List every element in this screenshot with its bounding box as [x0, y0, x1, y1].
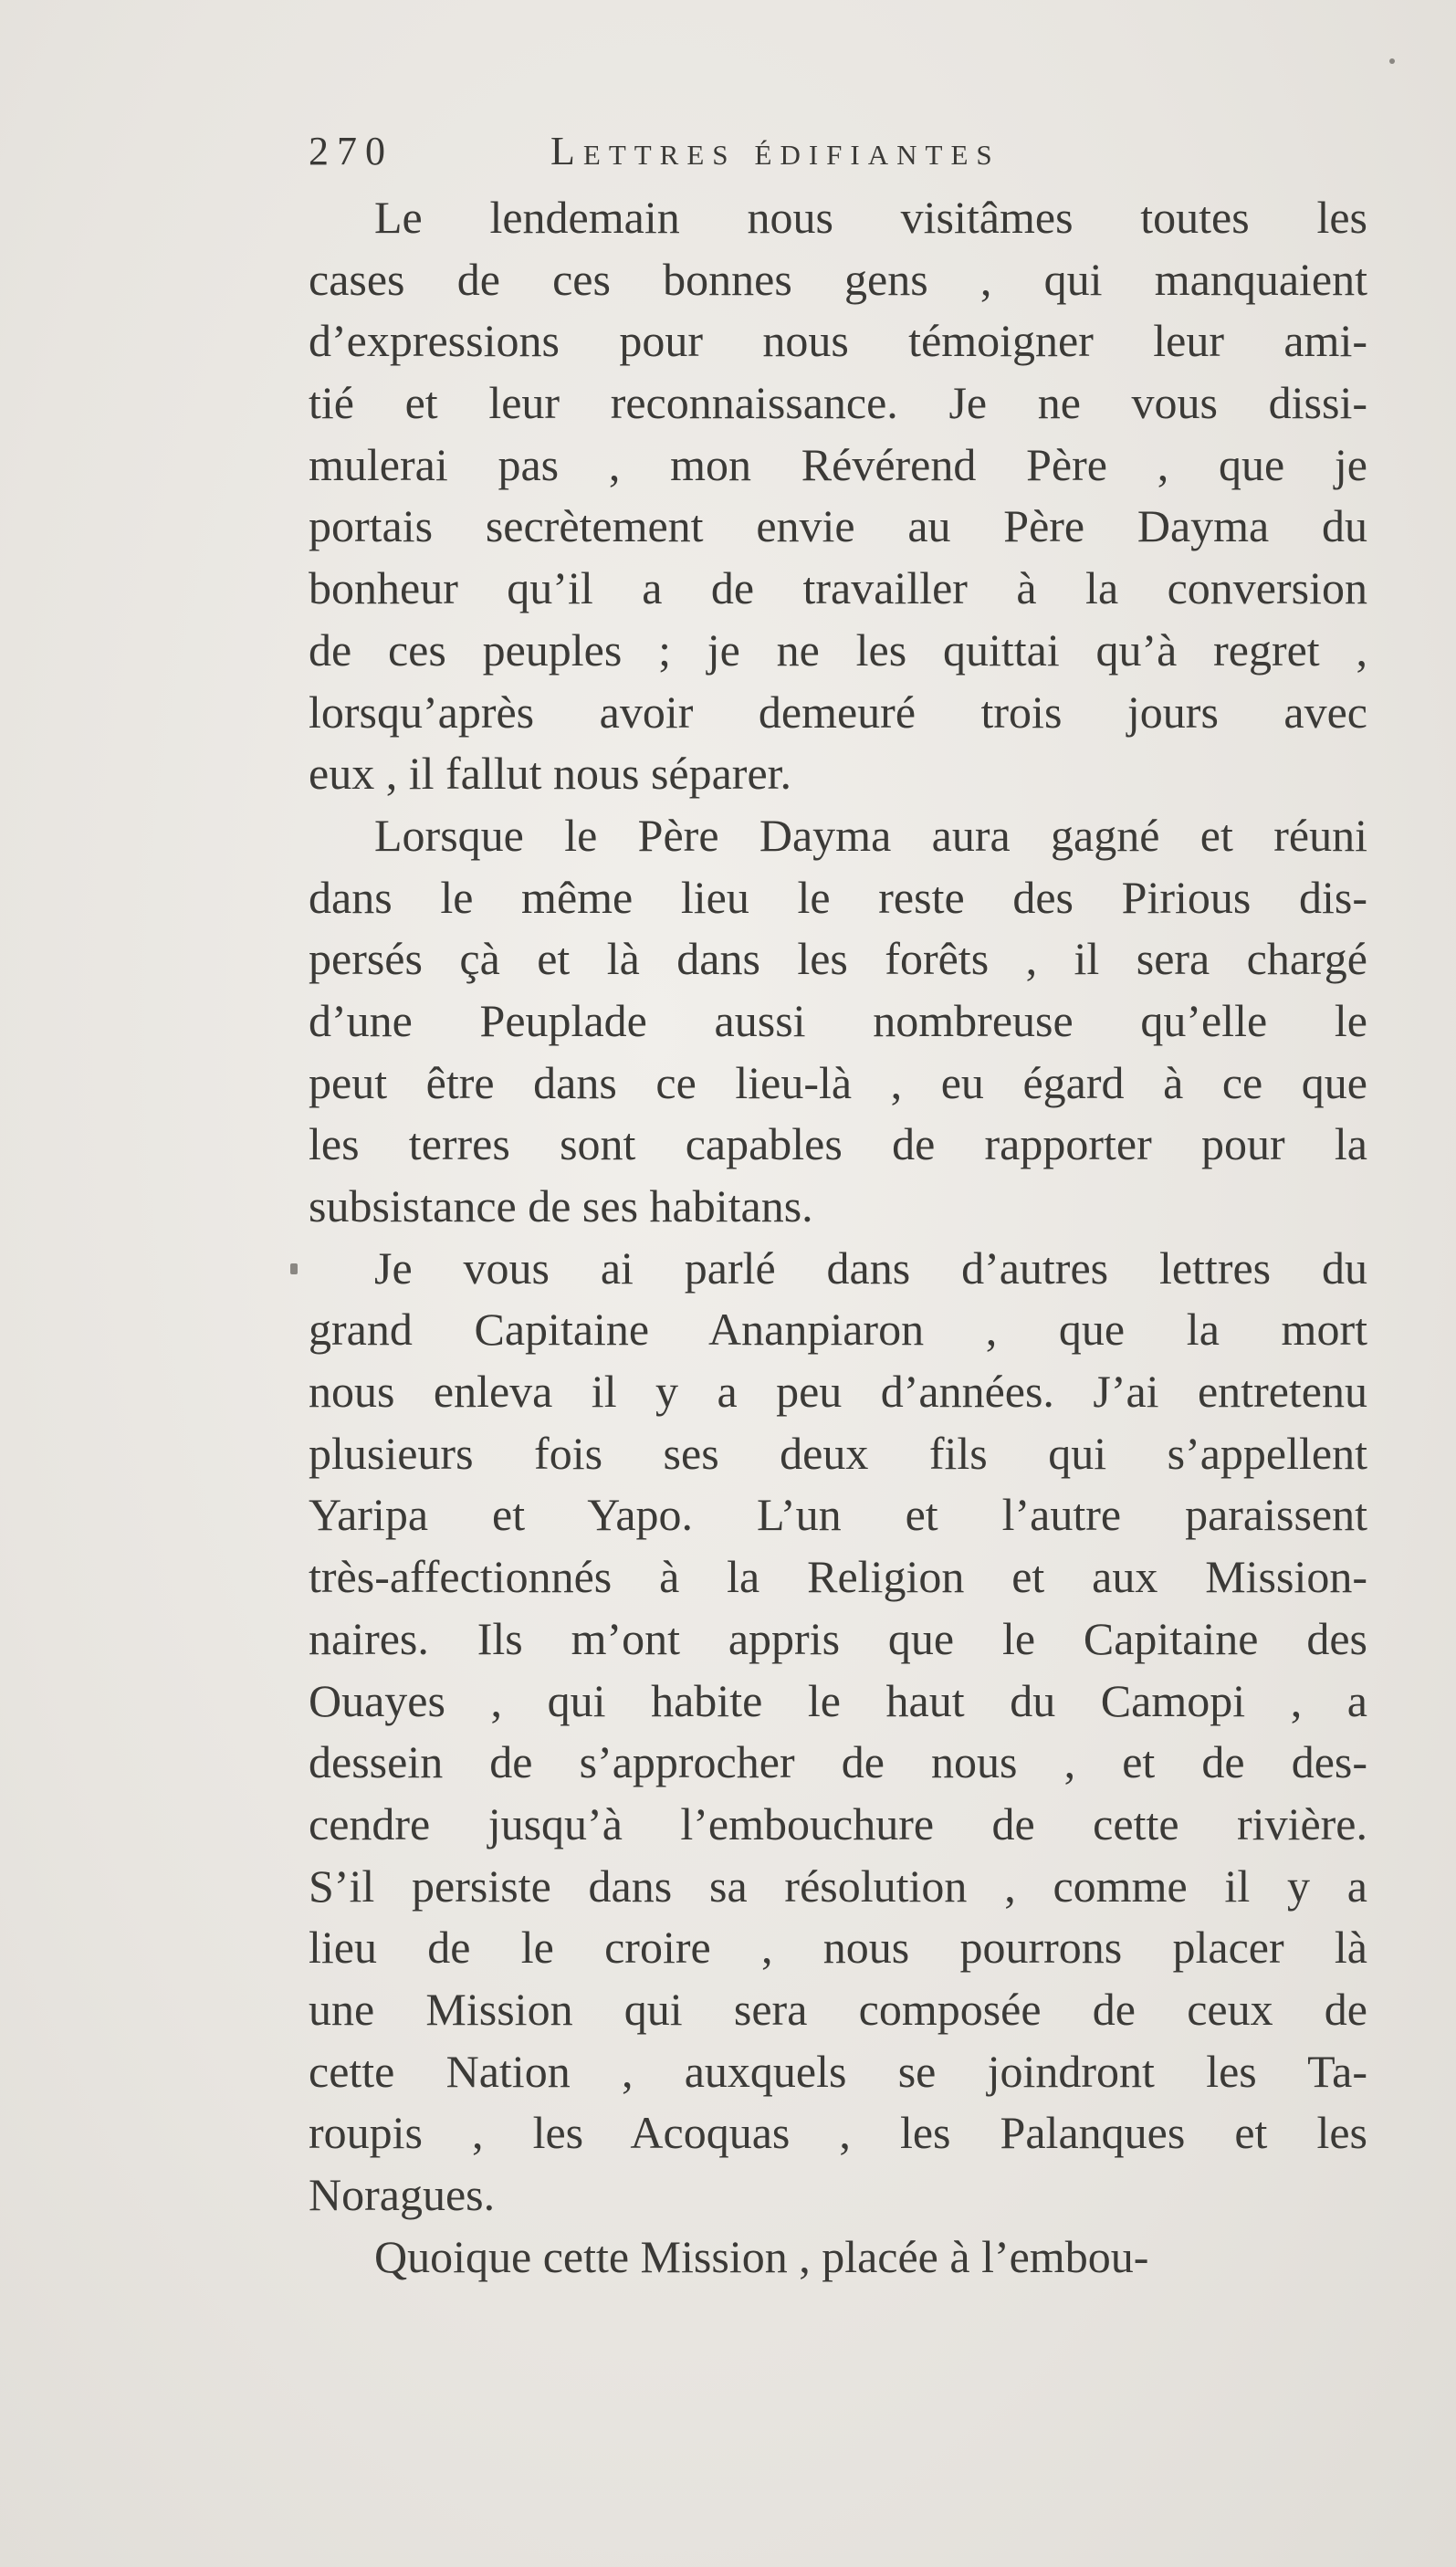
text-line: Lorsque le Père Dayma aura gagné et réuni: [374, 809, 1367, 861]
text-line: grand Capitaine Ananpiaron , que la mort: [309, 1304, 1367, 1356]
text-line: Noragues.: [309, 2169, 496, 2220]
text-line: plusieurs fois ses deux fils qui s’appellent: [309, 1427, 1367, 1479]
body-text: [309, 187, 1367, 2288]
text-line: tié et leur reconnaissance. Je ne vous dissi-: [309, 377, 1367, 429]
text-line: d’une Peuplade aussi nombreuse qu’elle le: [309, 994, 1367, 1046]
text-line: lieu de le croire , nous pourrons placer là: [309, 1922, 1367, 1974]
text-line: bonheur qu’il a de travailler à la conversion: [309, 562, 1367, 614]
text-line: roupis , les Acoquas , les Palanques et les: [309, 2107, 1367, 2159]
text-line: lorsqu’après avoir demeuré trois jours avec: [309, 686, 1367, 738]
text-line: Je vous ai parlé dans d’autres lettres du: [374, 1242, 1367, 1294]
text-line: Ouayes , qui habite le haut du Camopi , a: [309, 1674, 1367, 1726]
text-line: cases de ces bonnes gens , qui manquaient: [309, 253, 1367, 305]
text-line: d’expressions pour nous témoigner leur ami-: [309, 315, 1367, 367]
text-line: eux , il fallut nous séparer.: [309, 748, 792, 800]
text-line: nous enleva il y a peu d’années. J’ai entretenu: [309, 1366, 1367, 1418]
text-line: Le lendemain nous visitâmes toutes les: [374, 192, 1367, 243]
text-line: portais secrètement envie au Père Dayma du: [309, 500, 1367, 552]
running-title: Lettres édifiantes: [550, 129, 1000, 173]
text-line: une Mission qui sera composée de ceux de: [309, 1983, 1367, 2035]
text-line: les terres sont capables de rapporter pour la: [309, 1118, 1367, 1170]
text-line: très-affectionnés à la Religion et aux Mission-: [309, 1551, 1367, 1603]
text-line: S’il persiste dans sa résolution , comme il y a: [309, 1860, 1367, 1912]
text-line: Yaripa et Yapo. L’un et l’autre paraissent: [309, 1489, 1367, 1541]
paper-speck: [1389, 58, 1395, 64]
text-line: Quoique cette Mission , placée à l’embou-: [374, 2230, 1149, 2282]
text-line: cendre jusqu’à l’embouchure de cette rivière.: [309, 1797, 1367, 1849]
text-line: dessein de s’approcher de nous , et de des-: [309, 1736, 1367, 1788]
text-line: naires. Ils m’ont appris que le Capitaine des: [309, 1612, 1367, 1664]
text-line: cette Nation , auxquels se joindront les Ta-: [309, 2045, 1367, 2097]
page-number: 270: [309, 129, 393, 173]
text-line: dans le même lieu le reste des Pirious dis-: [309, 871, 1367, 923]
text-line: de ces peuples ; je ne les quittai qu’à regret ,: [309, 623, 1367, 676]
running-header: [309, 128, 1367, 192]
margin-mark: [290, 1263, 298, 1274]
text-line: peut être dans ce lieu-là , eu égard à ce que: [309, 1056, 1367, 1108]
text-line: mulerai pas , mon Révérend Père , que je: [309, 438, 1367, 490]
text-line: subsistance de ses habitans.: [309, 1180, 813, 1231]
text-line: persés çà et là dans les forêts , il sera chargé: [309, 933, 1367, 985]
